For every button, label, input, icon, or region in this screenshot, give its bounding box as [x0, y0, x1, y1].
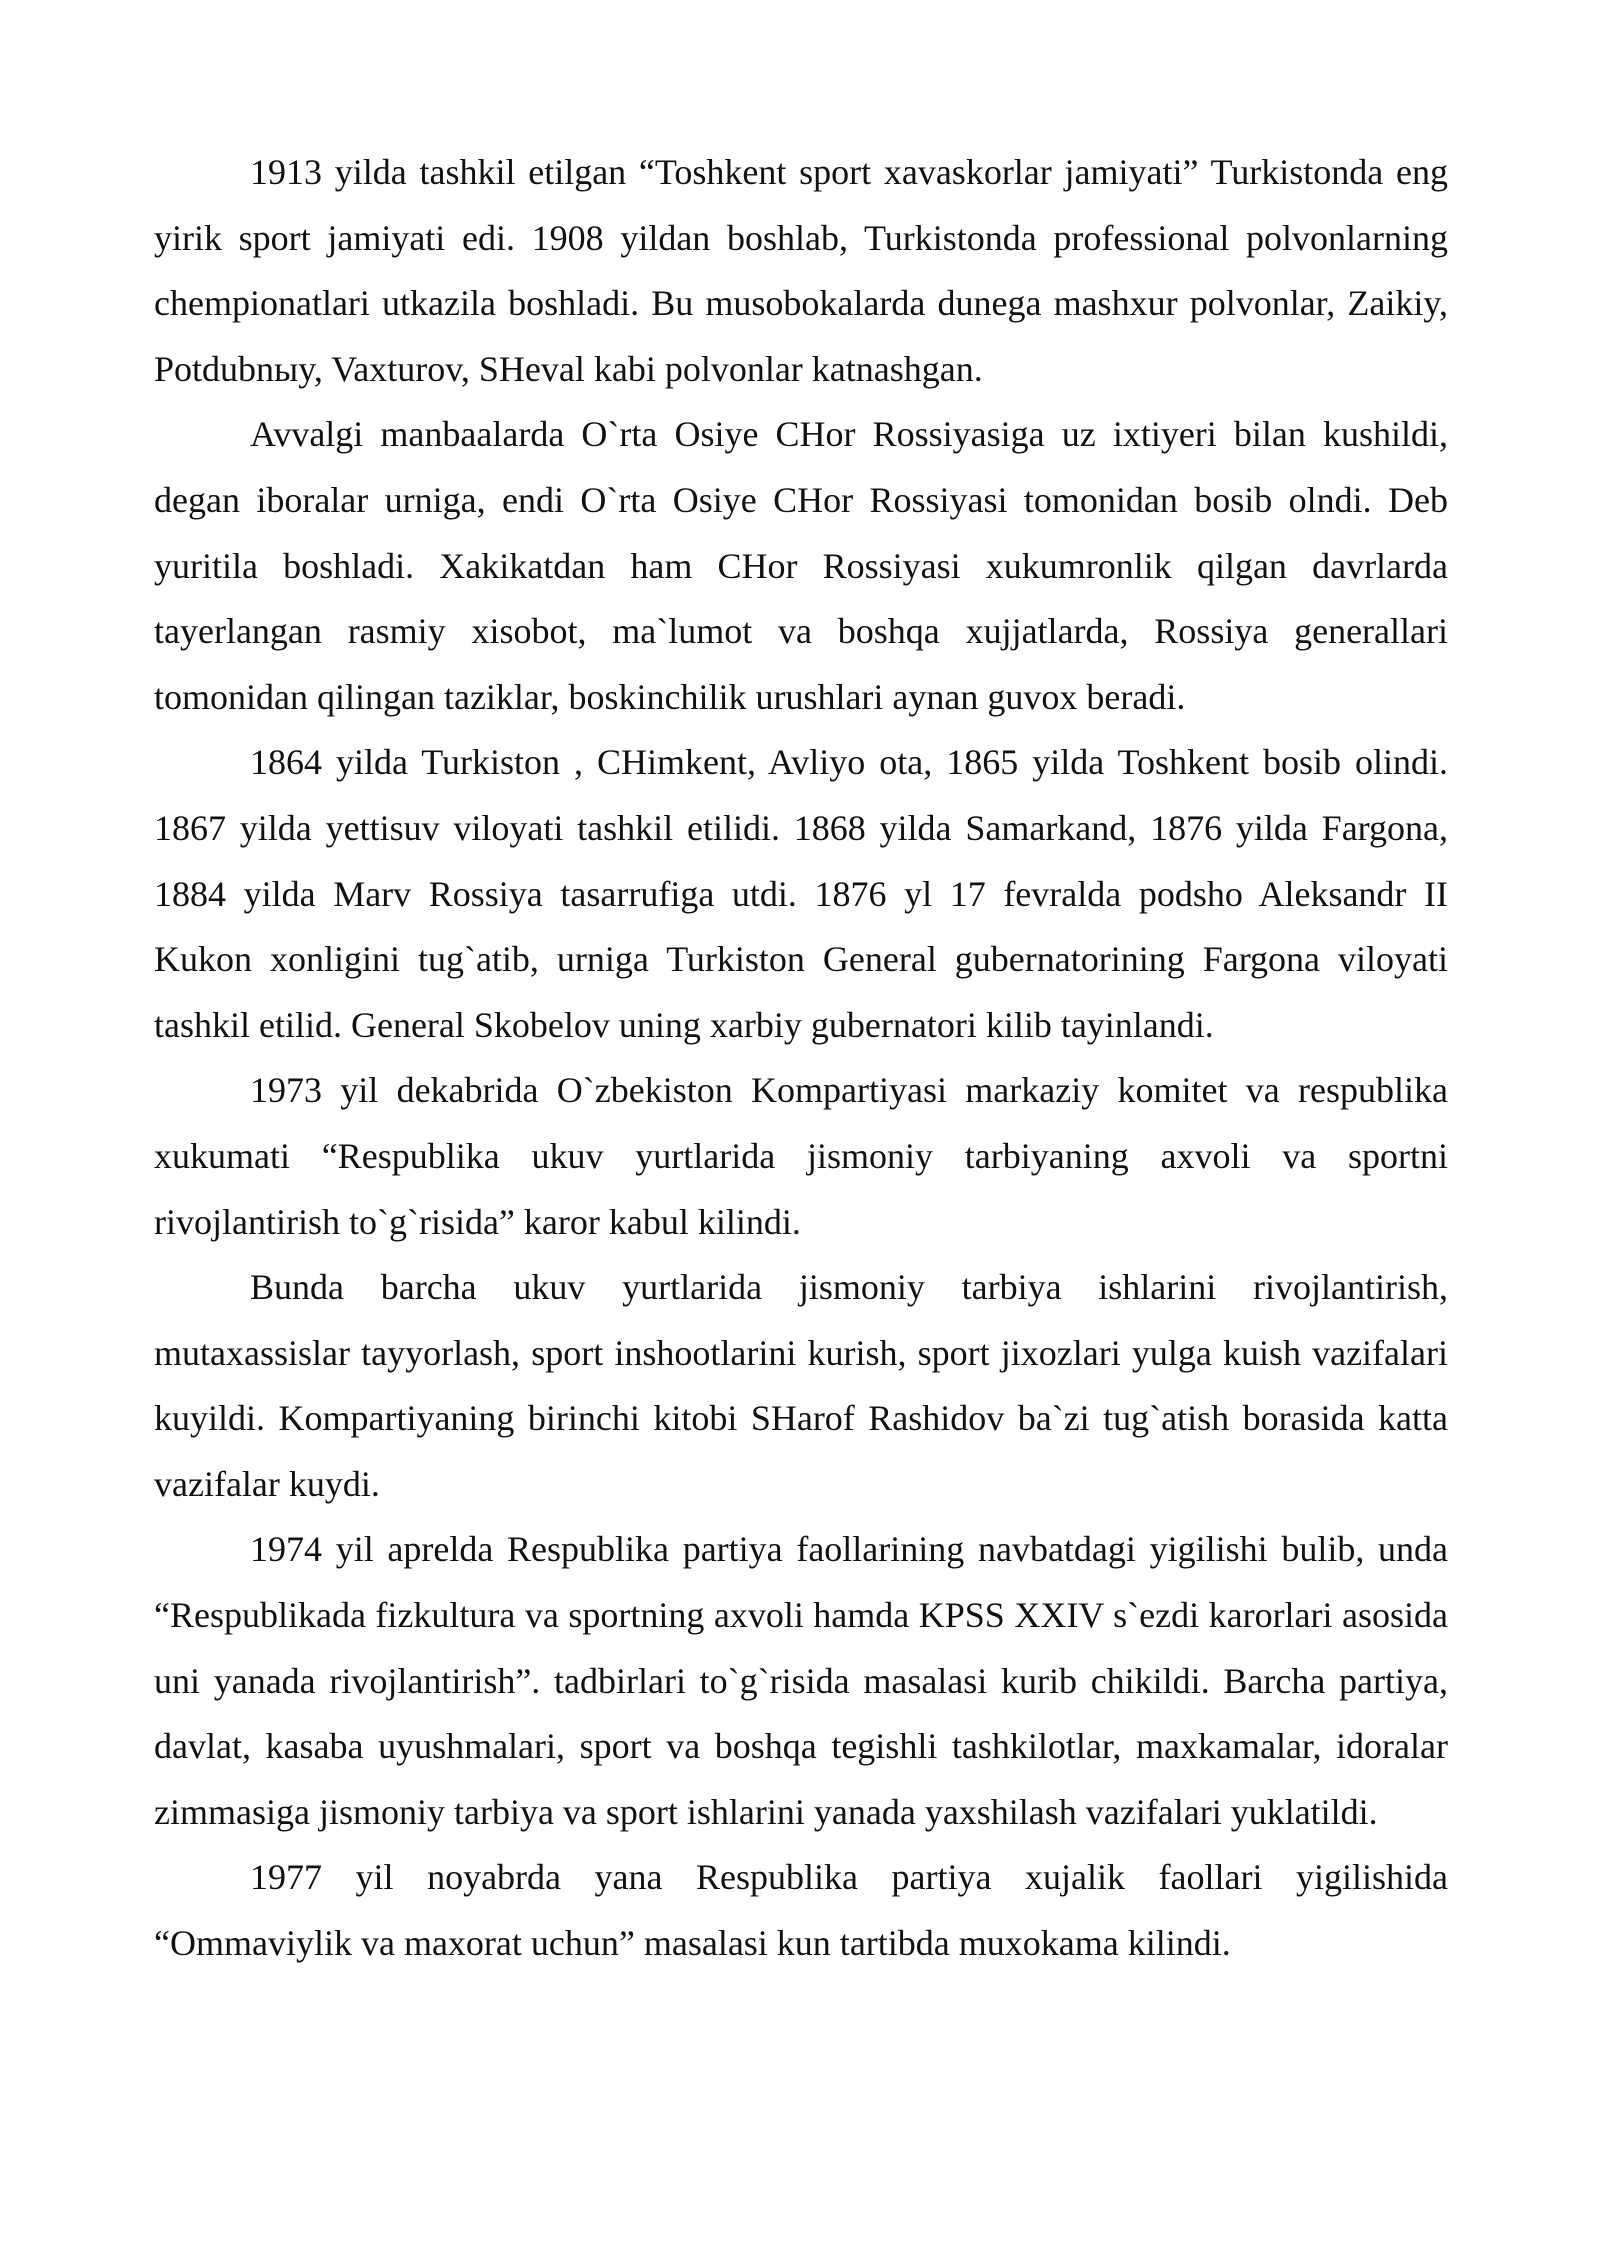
paragraph-5: Bunda barcha ukuv yurtlarida jismoniy tarbiya ishlarini rivojlantirish, mutaxassislar tayyorlash, sport inshootlarini kurish, sport jixozlari yulga kuish vazifalari kuyildi. Kompartiyaning birinchi kitobi SHarof Rashidov ba`zi tug`atish borasida katta vazifalar kuydi. [154, 1267, 1448, 1504]
paragraph-1: 1913 yilda tashkil etilgan “Toshkent sport xavaskorlar jamiyati” Turkistonda eng yirik sport jamiyati edi. 1908 yildan boshlab, Turkistonda professional polvonlarning chempionatlari utkazila boshladi. Bu musobokalarda dunega mashxur polvonlar, Zaikiy, Potdubnыy, Vaxturov, SHeval kabi polvonlar katnashgan. [154, 152, 1448, 389]
paragraph-6: 1974 yil aprelda Respublika partiya faollarining navbatdagi yigilishi bulib, unda “Respublikada fizkultura va sportning axvoli hamda KPSS XXIV s`ezdi karorlari asosida uni yanada rivojlantirish”. tadbirlari to`g`risida masalasi kurib chikildi. Barcha partiya, davlat, kasaba uyushmalari, sport va boshqa tegishli tashkilotlar, maxkamalar, idoralar zimmasiga jismoniy tarbiya va sport ishlarini yanada yaxshilash vazifalari yuklatildi. [154, 1529, 1448, 1832]
paragraph-7: 1977 yil noyabrda yana Respublika partiya xujalik faollari yigilishida “Ommaviylik va maxorat uchun” masalasi kun tartibda muxokama kilindi. [154, 1857, 1448, 1964]
paragraph-3: 1864 yilda Turkiston , CHimkent, Avliyo ota, 1865 yilda Toshkent bosib olindi. 1867 yilda yettisuv viloyati tashkil etilidi. 1868 yilda Samarkand, 1876 yilda Fargona, 1884 yilda Marv Rossiya tasarrufiga utdi. 1876 yl 17 fevralda podsho Aleksandr II Kukon xonligini tug`atib, urniga Turkiston General gubernatorining Fargona viloyati tashkil etilid. General Skobelov uning xarbiy gubernatori kilib tayinlandi. [154, 742, 1448, 1045]
paragraph-4: 1973 yil dekabrida O`zbekiston Kompartiyasi markaziy komitet va respublika xukumati “Respublika ukuv yurtlarida jismoniy tarbiyaning axvoli va sportni rivojlantirish to`g`risida” karor kabul kilindi. [154, 1070, 1448, 1242]
paragraph-2: Avvalgi manbaalarda O`rta Osiye CHor Rossiyasiga uz ixtiyeri bilan kushildi, degan iboralar urniga, endi O`rta Osiye CHor Rossiyasi tomonidan bosib olndi. Deb yuritila boshladi. Xakikatdan ham CHor Rossiyasi xukumronlik qilgan davrlarda tayerlangan rasmiy xisobot, ma`lumot va boshqa xujjatlarda, Rossiya generallari tomonidan qilingan taziklar, boskinchilik urushlari aynan guvox beradi. [154, 414, 1448, 717]
